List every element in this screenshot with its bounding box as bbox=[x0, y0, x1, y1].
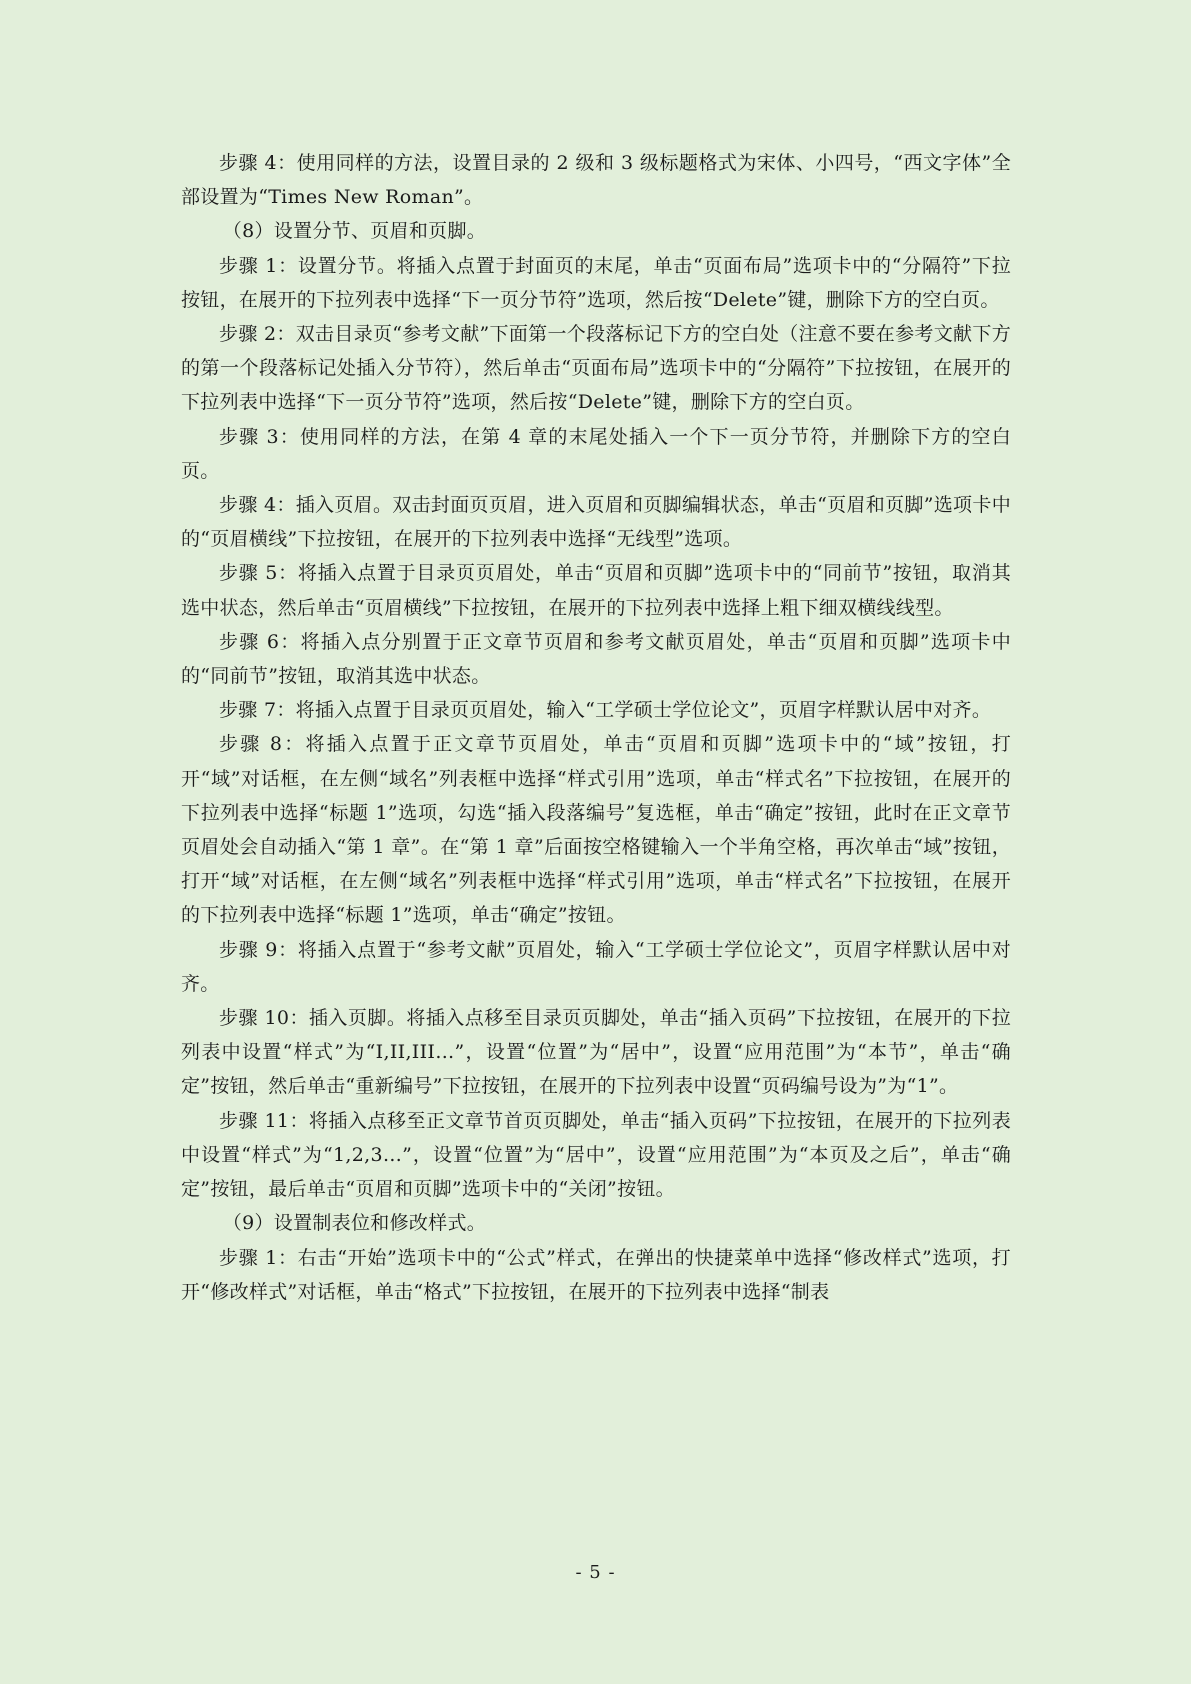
paragraph-step7-header-text: 步骤 7：将插入点置于目录页页眉处，输入“工学硕士学位论文”，页眉字样默认居中对齐。 bbox=[219, 699, 992, 722]
paragraph-step3-chapter4-break: 步骤 3：使用同样的方法，在第 4 章的末尾处插入一个下一页分节符，并删除下方的空白页。 bbox=[181, 425, 1011, 482]
paragraph-step1-modify-style: 步骤 1：右击“开始”选项卡中的“公式”样式，在弹出的快捷菜单中选择“修改样式”选项，打开“修改样式”对话框，单击“格式”下拉按钮，在展开的下拉列表中选择“制表 bbox=[181, 1246, 1011, 1303]
paragraph-step9-references-header: 步骤 9：将插入点置于“参考文献”页眉处，输入“工学硕士学位论文”，页眉字样默认居中对齐。 bbox=[181, 938, 1011, 995]
paragraph-step10-insert-footer: 步骤 10：插入页脚。将插入点移至目录页页脚处，单击“插入页码”下拉按钮，在展开的下拉列表中设置“样式”为“I,II,III…”，设置“位置”为“居中”，设置“应用范围”为“本节”，单击“确定”按钮，然后单击“重新编号”下拉按钮，在展开的下拉列表中设置“页码编号设为”为“1”。 bbox=[181, 1007, 1011, 1098]
paragraph-step2-references-break: 步骤 2：双击目录页“参考文献”下面第一个段落标记下方的空白处（注意不要在参考文献下方的第一个段落标记处插入分节符），然后单击“页面布局”选项卡中的“分隔符”下拉按钮，在展开的下拉列表中选择“下一页分节符”选项，然后按“Delete”键，删除下方的空白页。 bbox=[181, 323, 1011, 414]
paragraph-step11-body-footer: 步骤 11：将插入点移至正文章节首页页脚处，单击“插入页码”下拉按钮，在展开的下拉列表中设置“样式”为“1,2,3…”，设置“位置”为“居中”，设置“应用范围”为“本页及之后”，单击“确定”按钮，最后单击“页眉和页脚”选项卡中的“关闭”按钮。 bbox=[181, 1109, 1011, 1201]
section-heading-9: （9）设置制表位和修改样式。 bbox=[222, 1212, 487, 1235]
paragraph-step4-toc-format: 步骤 4：使用同样的方法，设置目录的 2 级和 3 级标题格式为宋体、小四号，“西文字体”全部设置为“Times New Roman”。 bbox=[181, 152, 1011, 209]
paragraph-step1-section-break: 步骤 1：设置分节。将插入点置于封面页的末尾，单击“页面布局”选项卡中的“分隔符”下拉按钮，在展开的下拉列表中选择“下一页分节符”选项，然后按“Delete”键，删除下方的空白页。 bbox=[181, 254, 1011, 311]
document-body bbox=[181, 146, 1011, 1309]
paragraph-step4-insert-header: 步骤 4：插入页眉。双击封面页页眉，进入页眉和页脚编辑状态，单击“页眉和页脚”选项卡中的“页眉横线”下拉按钮，在展开的下拉列表中选择“无线型”选项。 bbox=[181, 494, 1011, 551]
page-number: - 5 - bbox=[575, 1562, 616, 1583]
section-heading-8: （8）设置分节、页眉和页脚。 bbox=[222, 220, 487, 243]
paragraph-step5-toc-header: 步骤 5：将插入点置于目录页页眉处，单击“页眉和页脚”选项卡中的“同前节”按钮，取消其选中状态，然后单击“页眉横线”下拉按钮，在展开的下拉列表中选择上粗下细双横线线型。 bbox=[181, 562, 1011, 619]
paragraph-step8-field-styleref: 步骤 8：将插入点置于正文章节页眉处，单击“页眉和页脚”选项卡中的“域”按钮，打开“域”对话框，在左侧“域名”列表框中选择“样式引用”选项，单击“样式名”下拉按钮，在展开的下拉列表中选择“标题 1”选项，勾选“插入段落编号”复选框，单击“确定”按钮，此时在正文章节页眉处会自动插入“第 1 章”。在“第 1 章”后面按空格键输入一个半角空格，再次单击“域”按钮，打开“域”对话框，在左侧“域名”列表框中选择“样式引用”选项，单击“样式名”下拉按钮，在展开的下拉列表中选择“标题 1”选项，单击“确定”按钮。 bbox=[181, 733, 1011, 927]
paragraph-step6-link-previous: 步骤 6：将插入点分别置于正文章节页眉和参考文献页眉处，单击“页眉和页脚”选项卡中的“同前节”按钮，取消其选中状态。 bbox=[181, 630, 1011, 688]
